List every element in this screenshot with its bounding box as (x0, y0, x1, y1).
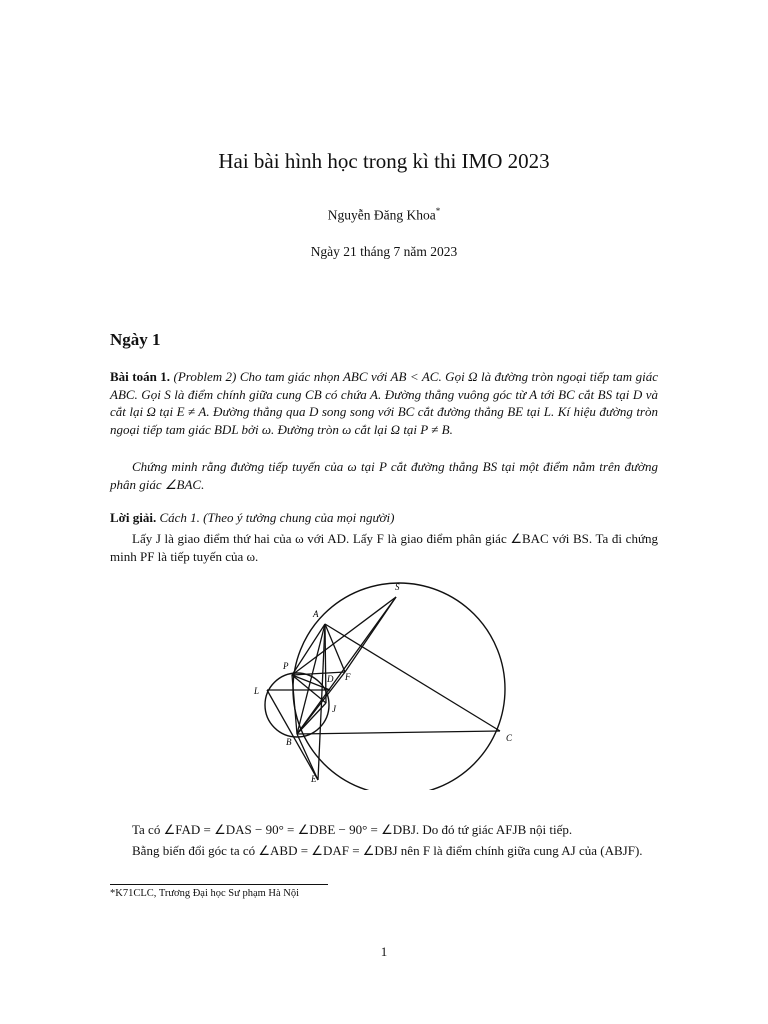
footnote-rule (110, 884, 328, 885)
label-F: F (345, 672, 351, 682)
page-number: 1 (380, 944, 388, 959)
solution-label: Lời giải. (110, 510, 157, 525)
geometry-figure (250, 578, 530, 790)
solution-heading (110, 509, 658, 527)
paper-title: Hai bài hình học trong kì thi IMO 2023 (218, 149, 550, 173)
solution-paragraph-2: Ta có ∠FAD = ∠DAS − 90° = ∠DBE − 90° = ∠DBJ. Do đó tứ giác AFJB nội tiếp. (132, 822, 573, 837)
problem-label: Bài toán 1. (110, 369, 171, 384)
author-footnote-mark: * (435, 206, 441, 216)
label-A: A (313, 609, 319, 619)
figure-lines (267, 597, 500, 780)
date-line: Ngày 21 tháng 7 năm 2023 (310, 244, 458, 259)
solution-method: Cách 1. (Theo ý tưởng chung của mọi người) (159, 510, 395, 525)
label-S: S (395, 582, 400, 592)
problem-claim: Chứng minh rằng đường tiếp tuyến của ω tại P cắt đường thẳng BS tại một điểm nằm trên đường phân giác ∠BAC. (110, 459, 658, 492)
label-E: E (311, 774, 317, 784)
label-C: C (506, 733, 513, 743)
label-D: D (327, 674, 334, 684)
solution-paragraph-3: Bằng biến đổi góc ta có ∠ABD = ∠DAF = ∠DBJ nên F là điểm chính giữa cung AJ của (ABJF). (132, 843, 643, 858)
label-P: P (283, 661, 289, 671)
label-J: J (332, 704, 336, 714)
section-heading: Ngày 1 (110, 330, 161, 349)
author-name: Nguyễn Đăng Khoa (327, 207, 436, 223)
label-L: L (254, 686, 260, 696)
author-line (0, 206, 768, 224)
footnote: *K71CLC, Trương Đại học Sư phạm Hà Nội (110, 888, 300, 899)
circumcircle-omega (293, 583, 505, 790)
problem-text: (Problem 2) Cho tam giác nhọn ABC với AB < AC. Gọi Ω là đường tròn ngoại tiếp tam giác ABC. Gọi S là điểm chính giữa cung CB có chứa A. Đường thẳng vuông góc từ A tới BC cắt BS tại D và cắt lại Ω tại E ≠ A. Đường thẳng qua D song song với BC cắt đường thẳng BE tại L. Kí hiệu đường tròn ngoại tiếp tam giác BDL bởi ω. Đường tròn ω cắt lại Ω tại P ≠ B. (110, 369, 659, 437)
solution-paragraph-1: Lấy J là giao điểm thứ hai của ω với AD. Lấy F là giao điểm phân giác ∠BAC với BS. Ta đi chứng minh PF là tiếp tuyến của ω. (110, 531, 658, 564)
label-B: B (286, 737, 292, 747)
problem-statement (110, 368, 658, 438)
